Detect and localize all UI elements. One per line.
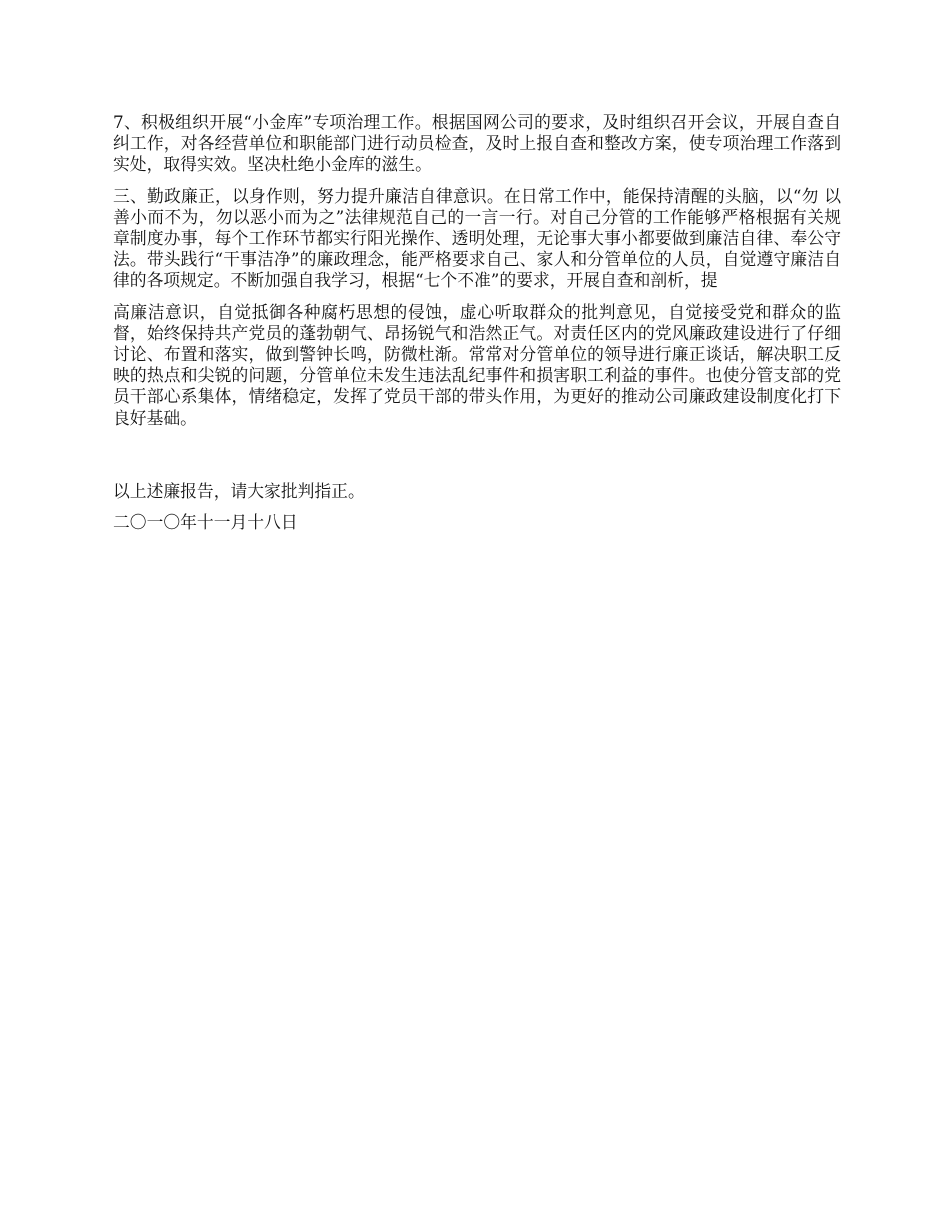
spacer: [113, 439, 841, 481]
closing-line: 以上述廉报告，请大家批判指正。: [113, 480, 365, 501]
document-body: [113, 112, 841, 533]
section-3-paragraph: 三、勤政廉正，以身作则，努力提升廉洁自律意识。在日常工作中，能保持清醒的头脑，以“勿 以善小而不为，勿以恶小而为之”法律规范自己的一言一行。对自己分管的工作能够严格根据有关规章制度办事，每个工作环节都实行阳光操作、透明处理，无论事大事小都要做到廉洁自律、奉公守法。带头践行“干事洁净”的廉政理念，能严格要求自己、家人和分管单位的人员，自觉遵守廉洁自律的各项规定。不断加强自我学习，根据“七个不准”的要求，开展自查和剖析，提: [113, 185, 841, 291]
paragraph-item-7: 7、积极组织开展“小金库”专项治理工作。根据国网公司的要求，及时组织召开会议，开展自查自纠工作，对各经营单位和职能部门进行动员检查，及时上报自查和整改方案，使专项治理工作落到实处，取得实效。坚决杜绝小金库的滋生。: [113, 112, 841, 175]
date-line: 二〇一〇年十一月十八日: [113, 512, 298, 533]
continuation-paragraph: 高廉洁意识，自觉抵御各种腐朽思想的侵蚀，虚心听取群众的批判意见，自觉接受党和群众的监督，始终保持共产党员的蓬勃朝气、昂扬锐气和浩然正气。对责任区内的党风廉政建设进行了仔细讨论、布置和落实，做到警钟长鸣，防微杜渐。常常对分管单位的领导进行廉正谈话，解决职工反映的热点和尖锐的问题，分管单位未发生违法乱纪事件和损害职工利益的事件。也使分管支部的党员干部心系集体，情绪稳定，发挥了党员干部的带头作用，为更好的推动公司廉政建设制度化打下良好基础。: [113, 301, 841, 428]
